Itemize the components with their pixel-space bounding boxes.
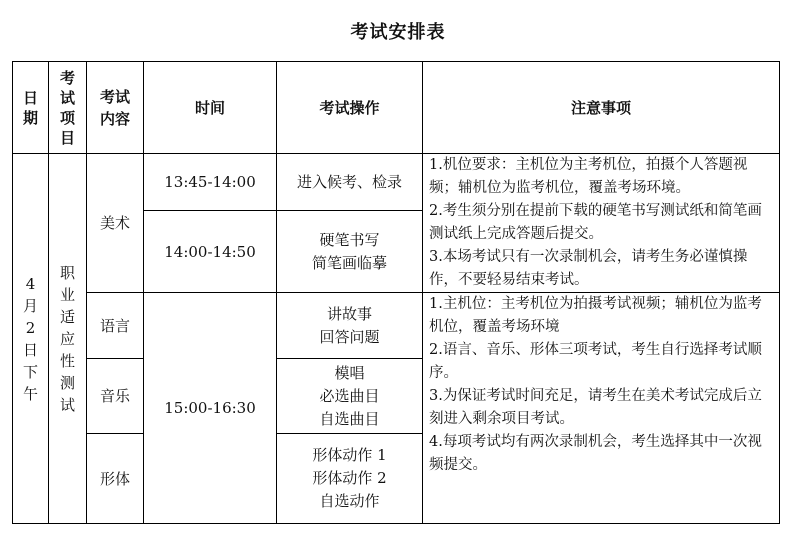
note-line: 2.考生须分别在提前下载的硬笔书写测试纸和简笔画测试纸上完成答题后提交。 [429,203,762,242]
content-music: 音乐 [87,359,144,434]
operation-line: 模唱 [334,363,365,382]
header-date: 日期 [13,62,49,154]
time-cell-2: 14:00-14:50 [144,211,277,293]
operation-body [277,434,423,524]
content-art: 美术 [87,154,144,293]
note-line: 4.每项考试均有两次录制机会，考生选择其中一次视频提交。 [429,434,762,473]
table-row [13,293,780,359]
operation-line: 回答问题 [319,327,380,346]
time-cell-3: 15:00-16:30 [144,293,277,524]
operation-line: 简笔画临摹 [311,253,387,272]
content-body: 形体 [87,434,144,524]
header-time: 时间 [144,62,277,154]
operation-art-checkin: 进入候考、检录 [277,154,423,211]
item-cell: 职业适应性测试 [49,154,87,524]
operation-line: 自选动作 [319,492,380,510]
header-row [13,62,780,154]
operation-art-tasks [277,211,423,293]
note-line: 3.本场考试只有一次录制机会，请考生务必谨慎操作，不要轻易结束考试。 [429,249,748,288]
note-line: 2.语言、音乐、形体三项考试，考生自行选择考试顺序。 [429,342,762,381]
operation-line: 形体动作 2 [312,469,387,487]
date-cell: 4月2日下午 [13,154,49,524]
notes-others [423,293,780,524]
page-title: 考试安排表 [350,22,446,43]
table-row [13,154,780,211]
header-content: 考试内容 [87,62,144,154]
operation-music [277,359,423,434]
operation-line: 自选曲目 [319,409,380,428]
notes-art [423,154,780,293]
operation-line: 硬笔书写 [319,230,380,249]
content-language: 语言 [87,293,144,359]
header-notes: 注意事项 [423,62,780,154]
note-line: 1.机位要求：主机位为主考机位，拍摄个人答题视频；辅机位为监考机位，覆盖考场环境。 [429,157,748,196]
operation-language [277,293,423,359]
time-cell-1: 13:45-14:00 [144,154,277,211]
operation-line: 形体动作 1 [312,446,387,464]
operation-line: 讲故事 [326,304,372,323]
header-operation: 考试操作 [277,62,423,154]
note-line: 1.主机位：主考机位为拍摄考试视频；辅机位为监考机位，覆盖考场环境 [429,296,762,335]
exam-schedule-table [12,61,780,524]
header-item: 考试项目 [49,62,87,154]
note-line: 3.为保证考试时间充足，请考生在美术考试完成后立刻进入剩余项目考试。 [429,388,762,427]
operation-line: 必选曲目 [319,386,380,405]
